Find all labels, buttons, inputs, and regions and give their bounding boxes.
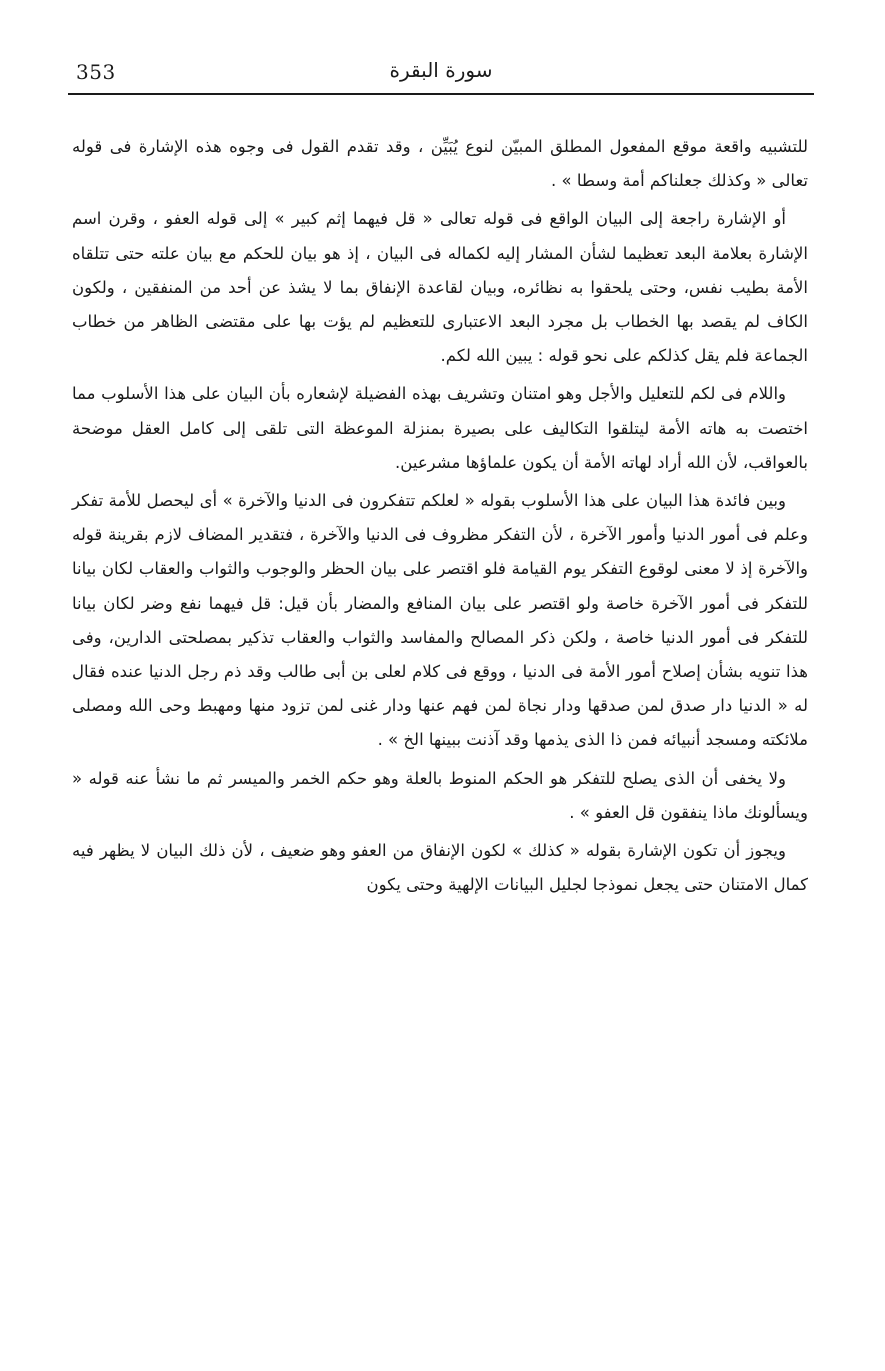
page-header <box>68 58 814 96</box>
running-title: سورة البقرة <box>389 58 493 82</box>
paragraph: ولا يخفى أن الذى يصلح للتفكر هو الحكم المنوط بالعلة وهو حكم الخمر والميسر ثم ما نشأ عنه قوله « ويسألونك ماذا ينفقون قل العفو » . <box>72 768 808 822</box>
page-number: 353 <box>76 60 116 84</box>
paragraph: أو الإشارة راجعة إلى البيان الواقع فى قوله تعالى « قل فيهما إثم كبير » إلى قوله العفو ، وقرن اسم الإشارة بعلامة البعد تعظيما لشأن المشار إليه لكماله فى البيان ، إذ هو بيان للحكم مع بيان علته حتى تتلقاه الأمة بطيب نفس، وحتى يلحقوا به نظائره، وبيان لقاعدة الإنفاق بما لا يشذ عن أحد من المنفقين ، ولكون الكاف لم يقصد بها الخطاب بل مجرد البعد الاعتبارى للتعظيم لم يؤت بها على مقتضى الظاهر من خطاب الجماعة فلم يقل كذلكم على نحو قوله : يبين الله لكم. <box>72 209 808 366</box>
paragraph: واللام فى لكم للتعليل والأجل وهو امتنان وتشريف بهذه الفضيلة لإشعاره بأن البيان على هذا الأسلوب مما اختصت به هاته الأمة ليتلقوا التكاليف على بصيرة بمنزلة الموعظة التى تلقى إلى كامل العقل موضحة بالعواقب، لأن الله أراد لهاته الأمة أن يكون علماؤها مشرعين. <box>72 384 808 472</box>
paragraph: وبين فائدة هذا البيان على هذا الأسلوب بقوله « لعلكم تتفكرون فى الدنيا والآخرة » أى ليحصل للأمة تفكر وعلم فى أمور الدنيا وأمور الآخرة ، لأن التفكر مظروف فى الدنيا والآخرة ، فتقدير المضاف لازم بقرينة قوله والآخرة إذ لا معنى لوقوع التفكر يوم القيامة فلو اقتصر على بيان الحظر والوجوب والثواب والعقاب لكان بيانا للتفكر فى أمور الآخرة خاصة ولو اقتصر على بيان المنافع والمضار بأن قيل: قل فيهما نفع وضر لكان بيانا للتفكر فى أمور الدنيا خاصة ، ولكن ذكر المصالح والمفاسد والثواب والعقاب تذكير بمصلحتى الدارين، وفى هذا تنويه بشأن إصلاح أمور الأمة فى الدنيا ، ووقع فى كلام لعلى بن أبى طالب وقد ذم رجل الدنيا عنده فقال له « الدنيا دار صدق لمن صدقها ودار نجاة لمن فهم عنها ودار غنى لمن تزود منها ومهبط وحى الله ومصلى ملائكته ومسجد أنبيائه فمن ذا الذى يذمها وقد آذنت ببينها الخ » . <box>72 491 808 750</box>
paragraph: ويجوز أن تكون الإشارة بقوله « كذلك » لكون الإنفاق من العفو وهو ضعيف ، لأن ذلك البيان لا يظهر فيه كمال الامتنان حتى يجعل نموذجا لجليل البيانات الإلهية وحتى يكون <box>72 841 808 895</box>
paragraph: للتشبيه واقعة موقع المفعول المطلق المبيّن لنوع يُبَيِّن ، وقد تقدم القول فى وجوه هذه الإشارة فى قوله تعالى « وكذلك جعلناكم أمة وسطا » . <box>72 137 808 191</box>
body-text <box>72 130 808 902</box>
header-rule <box>68 93 814 95</box>
